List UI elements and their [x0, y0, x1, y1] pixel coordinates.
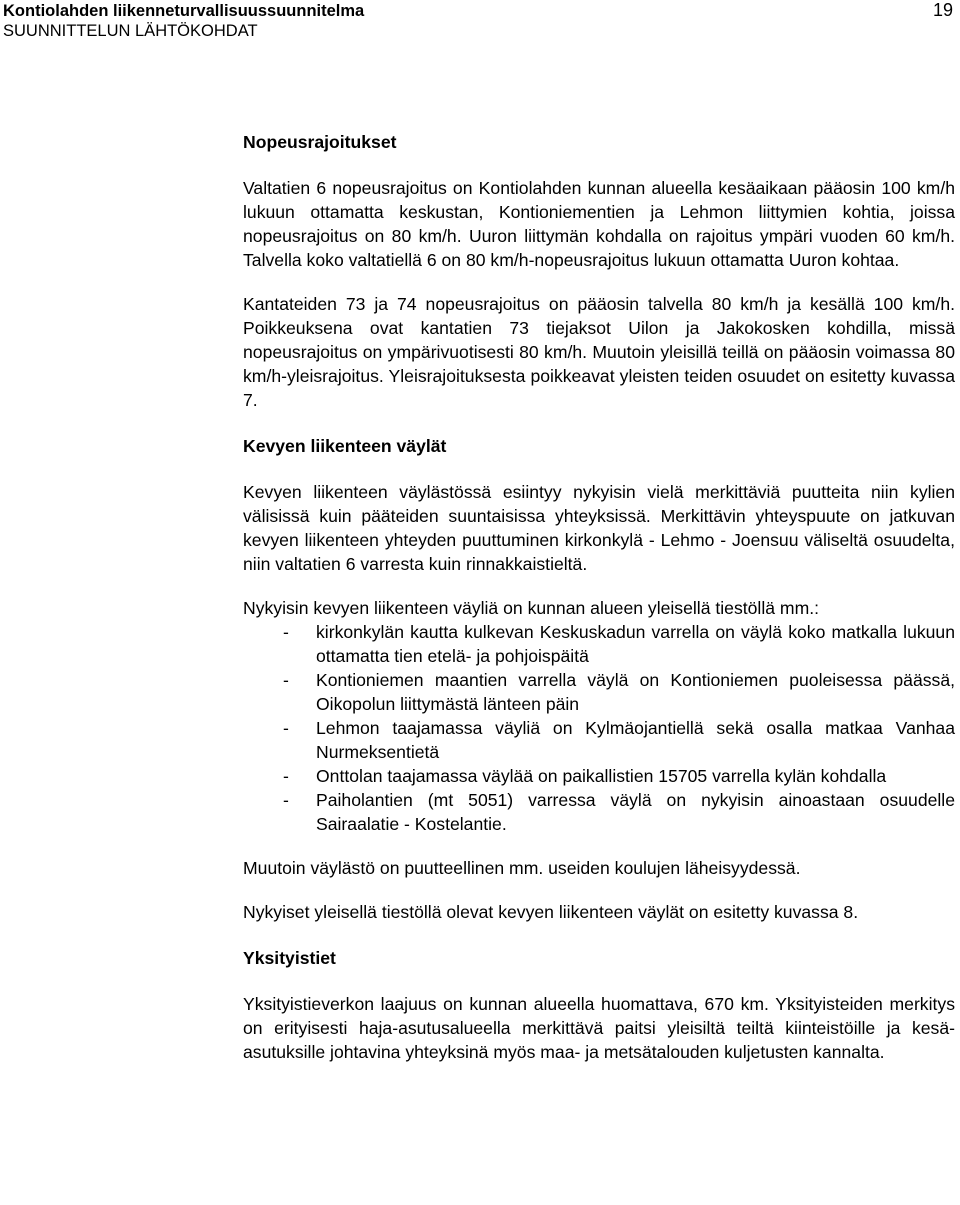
paragraph: Valtatien 6 nopeusrajoitus on Kontiolahden kunnan alueella kesäaikaan pääosin 100 km/h lukuun ottamatta keskustan, Kontioniementien ja Lehmon liittymien kohtia, joissa nopeusrajoitus on 80 km/h. Uuron liittymän kohdalla on rajoitus ympäri vuoden 60 km/h. Talvella koko valtatiellä 6 on 80 km/h-nopeusrajoitus lukuun ottamatta Uuron kohtaa.: [243, 178, 955, 270]
list-item: [243, 620, 955, 668]
dash-marker: -: [283, 790, 289, 810]
section-heading-yksityistiet: Yksityistiet: [243, 948, 336, 968]
dash-marker: -: [283, 766, 289, 786]
paragraph: Muutoin väylästö on puutteellinen mm. useiden koulujen läheisyydessä.: [243, 858, 801, 878]
bullet-list: [243, 620, 955, 836]
list-item: [243, 788, 955, 836]
list-item-text: kirkonkylän kautta kulkevan Keskuskadun varrella on väylä koko matkalla lukuun ottamatta tien etelä- ja pohjoispäitä: [316, 622, 955, 666]
page-header: [3, 0, 953, 41]
list-item: [243, 716, 955, 764]
page-number: 19: [932, 0, 953, 20]
list-item: [243, 764, 955, 788]
dash-marker: -: [283, 622, 289, 642]
list-item-text: Onttolan taajamassa väylää on paikallistien 15705 varrella kylän kohdalla: [316, 766, 887, 786]
page-body: [243, 130, 955, 1064]
list-item-text: Paiholantien (mt 5051) varressa väylä on nykyisin ainoastaan osuudelle Sairaalatie - Kostelantie.: [316, 790, 955, 834]
section-heading-kevyen-liikenteen-vaylat: Kevyen liikenteen väylät: [243, 436, 447, 456]
list-item-text: Kontioniemen maantien varrella väylä on Kontioniemen puoleisessa päässä, Oikopolun liittymästä länteen päin: [316, 670, 955, 714]
paragraph: Nykyiset yleisellä tiestöllä olevat kevyen liikenteen väylät on esitetty kuvassa 8.: [243, 902, 859, 922]
list-item: [243, 668, 955, 716]
document-title: Kontiolahden liikenneturvallisuussuunnitelma: [3, 2, 365, 20]
paragraph: Yksityistieverkon laajuus on kunnan alueella huomattava, 670 km. Yksityisteiden merkitys on erityisesti haja-asutusalueella merkittävä paitsi yleisiltä teiltä kiinteistöille ja kesä-asutuksille johtavina yhteyksinä myös maa- ja metsätalouden kuljetusten kannalta.: [243, 994, 955, 1062]
section-heading-nopeusrajoitukset: Nopeusrajoitukset: [243, 132, 397, 152]
paragraph: Kevyen liikenteen väylästössä esiintyy nykyisin vielä merkittäviä puutteita niin kylien välisissä kuin pääteiden suuntaisissa yhteyksissä. Merkittävin yhteyspuute on jatkuvan kevyen liikenteen yhteyden puuttuminen kirkonkylä - Lehmo - Joensuu väliseltä osuudelta, niin valtatien 6 varresta kuin rinnakkaistieltä.: [243, 482, 955, 574]
dash-marker: -: [283, 670, 289, 690]
paragraph: Nykyisin kevyen liikenteen väyliä on kunnan alueen yleisellä tiestöllä mm.:: [243, 598, 819, 618]
paragraph: Kantateiden 73 ja 74 nopeusrajoitus on pääosin talvella 80 km/h ja kesällä 100 km/h. Poikkeuksena ovat kantatien 73 tiejaksot Uilon ja Jakokosken kohdilla, missä nopeusrajoitus on ympärivuotisesti 80 km/h. Muutoin yleisillä teillä on pääosin voimassa 80 km/h-yleisrajoitus. Yleisrajoituksesta poikkeavat yleisten teiden osuudet on esitetty kuvassa 7.: [243, 294, 955, 410]
dash-marker: -: [283, 718, 289, 738]
list-item-text: Lehmon taajamassa väyliä on Kylmäojantiellä sekä osalla matkaa Vanhaa Nurmeksentietä: [316, 718, 955, 762]
chapter-title: SUUNNITTELUN LÄHTÖKOHDAT: [3, 22, 258, 40]
